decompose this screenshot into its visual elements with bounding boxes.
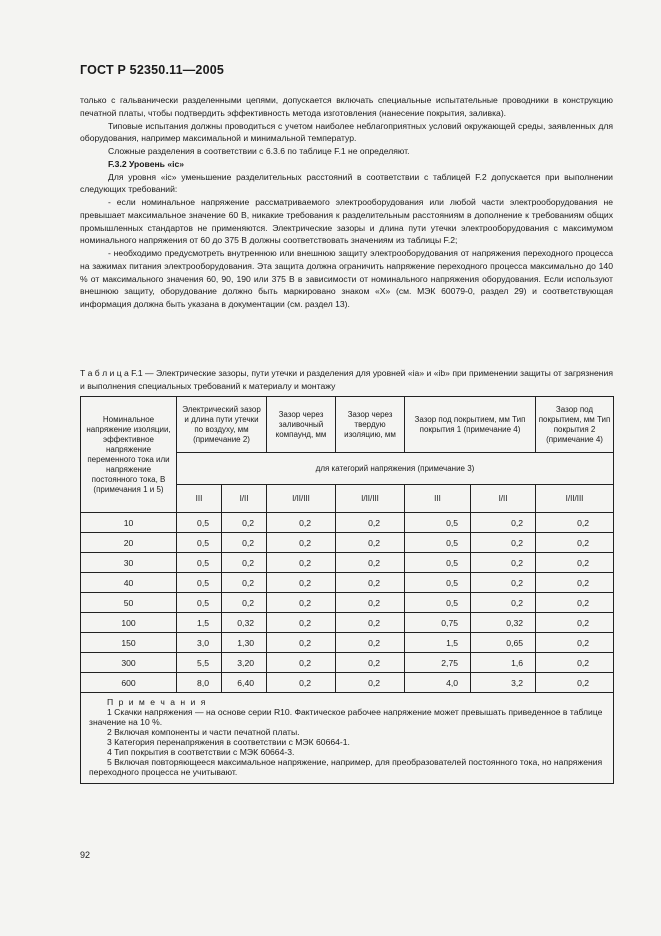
cat-cell: I/II/III — [267, 485, 336, 513]
value-cell: 0,2 — [471, 573, 536, 593]
value-cell: 0,75 — [405, 613, 471, 633]
paragraph-2: Типовые испытания должны проводиться с учетом наиболее неблагоприятных условий окружающей среды, заявленных для оборудования, например максимальной и минимальной температур. — [80, 120, 613, 144]
cat-cell: I/II/III — [536, 485, 614, 513]
voltage-cell: 600 — [81, 673, 177, 693]
table-row — [81, 533, 614, 553]
note-item: 1 Скачки напряжения — на основе серии R10. Фактическое рабочее напряжение может превышать приведенное в таблице значение на 10 %. — [89, 707, 603, 727]
value-cell: 1,30 — [222, 633, 267, 653]
value-cell: 6,40 — [222, 673, 267, 693]
value-cell: 0,2 — [336, 613, 405, 633]
value-cell: 0,2 — [536, 553, 614, 573]
notes-title: П р и м е ч а н и я — [107, 697, 207, 707]
value-cell: 0,2 — [222, 553, 267, 573]
voltage-cell: 20 — [81, 533, 177, 553]
value-cell: 0,2 — [536, 573, 614, 593]
value-cell: 0,2 — [222, 593, 267, 613]
value-cell: 3,0 — [177, 633, 222, 653]
note-item: 4 Тип покрытия в соответствии с МЭК 60664-3. — [107, 747, 295, 757]
value-cell: 0,2 — [336, 633, 405, 653]
value-cell: 0,2 — [267, 593, 336, 613]
table-row — [81, 613, 614, 633]
header-coating-2: Зазор под покрытием, мм Тип покрытия 2 (примечание 4) — [536, 397, 614, 453]
value-cell: 0,2 — [336, 513, 405, 533]
value-cell: 0,2 — [536, 633, 614, 653]
cat-cell: III — [177, 485, 222, 513]
value-cell: 0,5 — [177, 573, 222, 593]
value-cell: 0,5 — [405, 593, 471, 613]
value-cell: 0,5 — [405, 533, 471, 553]
value-cell: 0,32 — [471, 613, 536, 633]
value-cell: 0,2 — [471, 513, 536, 533]
value-cell: 0,2 — [267, 673, 336, 693]
value-cell: 1,6 — [471, 653, 536, 673]
value-cell: 2,75 — [405, 653, 471, 673]
value-cell: 0,2 — [222, 513, 267, 533]
voltage-cell: 300 — [81, 653, 177, 673]
table-row — [81, 553, 614, 573]
value-cell: 0,2 — [336, 573, 405, 593]
table-row — [81, 593, 614, 613]
table-row — [81, 633, 614, 653]
voltage-cell: 150 — [81, 633, 177, 653]
voltage-cell: 30 — [81, 553, 177, 573]
voltage-cell: 100 — [81, 613, 177, 633]
table-row — [81, 573, 614, 593]
value-cell: 3,20 — [222, 653, 267, 673]
value-cell: 0,2 — [536, 613, 614, 633]
value-cell: 0,2 — [536, 533, 614, 553]
clearance-table — [80, 396, 614, 784]
value-cell: 0,2 — [536, 593, 614, 613]
value-cell: 0,5 — [177, 513, 222, 533]
voltage-cell: 40 — [81, 573, 177, 593]
value-cell: 0,2 — [267, 533, 336, 553]
value-cell: 0,2 — [336, 533, 405, 553]
voltage-cell: 10 — [81, 513, 177, 533]
value-cell: 0,2 — [267, 653, 336, 673]
value-cell: 0,2 — [267, 613, 336, 633]
value-cell: 5,5 — [177, 653, 222, 673]
document-header: ГОСТ Р 52350.11—2005 — [80, 63, 225, 77]
value-cell: 1,5 — [405, 633, 471, 653]
note-item: 2 Включая компоненты и части печатной платы. — [107, 727, 300, 737]
note-item: 5 Включая повторяющееся максимальное напряжение, например, для преобразователей постоянного тока, но напряжения переходного процесса не учитывают. — [89, 757, 603, 777]
value-cell: 0,5 — [177, 593, 222, 613]
table-body — [81, 513, 614, 693]
paragraph-5: - если номинальное напряжение рассматриваемого электрооборудования или любой части электрооборудования не превышает максимальное значение 60 В, никакие требования к разделительным расстояниям в дополнение к требованиям общих промышленных стандартов не применяются. Электрические зазоры и длина пути утечки электрооборудования с максимумом номинального напряжения от 60 до 375 В должны соответствовать значениям из таблицы F.2; — [80, 197, 613, 246]
table-row — [81, 653, 614, 673]
table-caption — [80, 367, 613, 392]
body-text — [80, 94, 613, 311]
paragraph-1: только с гальванически разделенными цепями, допускается включать специальные испытательные проводники в конструкцию печатной платы, чтобы подтвердить эффективность метода изготовления (нанесение покрытия, заливка). — [80, 95, 613, 118]
value-cell: 0,2 — [536, 513, 614, 533]
value-cell: 0,2 — [336, 593, 405, 613]
header-voltage: Номинальное напряжение изоляции, эффективное напряжение переменного тока или напряжение постоянного тока, В (примечания 1 и 5) — [81, 397, 177, 513]
value-cell: 1,5 — [177, 613, 222, 633]
note-item: 3 Категория перенапряжения в соответствии с МЭК 60664-1. — [107, 737, 350, 747]
header-coating-1: Зазор под покрытием, мм Тип покрытия 1 (примечание 4) — [405, 397, 536, 453]
header-compound: Зазор через заливочный компаунд, мм — [267, 397, 336, 453]
paragraph-4: Для уровня «ic» уменьшение разделительных расстояний в соответствии с таблицей F.2 допускается при выполнении следующих требований: — [80, 171, 613, 195]
cat-cell: III — [405, 485, 471, 513]
value-cell: 0,2 — [536, 673, 614, 693]
section-heading: F.3.2 Уровень «ic» — [108, 158, 185, 169]
value-cell: 0,2 — [471, 533, 536, 553]
header-clearance: Электрический зазор и длина пути утечки по воздуху, мм (примечание 2) — [177, 397, 267, 453]
value-cell: 3,2 — [471, 673, 536, 693]
value-cell: 0,32 — [222, 613, 267, 633]
header-category: для категорий напряжения (примечание 3) — [177, 453, 614, 485]
value-cell: 0,2 — [267, 553, 336, 573]
table-row — [81, 673, 614, 693]
value-cell: 0,5 — [405, 573, 471, 593]
page-number: 92 — [80, 850, 91, 860]
cat-cell: I/II — [222, 485, 267, 513]
table-caption-text: Т а б л и ц а F.1 — Электрические зазоры, пути утечки и разделения для уровней «ia» и «ib» при применении защиты от загрязнения и выполнения специальных требований к материалу и монтажу — [80, 368, 613, 391]
table-notes — [81, 693, 614, 784]
value-cell: 0,2 — [336, 673, 405, 693]
table-row — [81, 513, 614, 533]
value-cell: 0,5 — [405, 513, 471, 533]
paragraph-6: - необходимо предусмотреть внутреннюю или внешнюю защиту электрооборудования от напряжения переходного процесса на зажимах питания электрооборудования. Эта защита должна ограничить напряжение переходного процесса максимально до 140 % от максимального значения 60, 90, 190 или 375 В в зависимости от номинального напряжения оборудования. Если используют внешнюю защиту, оборудование должно быть маркировано знаком «X» (см. МЭК 60079-0, раздел 29) и соответствующая информация должна быть указана в документации (см. раздел 13). — [80, 248, 613, 309]
header-solid: Зазор через твердую изоляцию, мм — [336, 397, 405, 453]
value-cell: 0,5 — [405, 553, 471, 573]
value-cell: 0,5 — [177, 553, 222, 573]
cat-cell: I/II — [471, 485, 536, 513]
value-cell: 0,2 — [536, 653, 614, 673]
value-cell: 0,2 — [336, 553, 405, 573]
value-cell: 0,2 — [222, 573, 267, 593]
value-cell: 0,2 — [471, 593, 536, 613]
cat-cell: I/II/III — [336, 485, 405, 513]
value-cell: 0,2 — [222, 533, 267, 553]
value-cell: 0,2 — [267, 633, 336, 653]
paragraph-3: Сложные разделения в соответствии с 6.3.6 по таблице F.1 не определяют. — [108, 146, 410, 156]
voltage-cell: 50 — [81, 593, 177, 613]
value-cell: 8,0 — [177, 673, 222, 693]
value-cell: 0,2 — [267, 573, 336, 593]
value-cell: 0,2 — [336, 653, 405, 673]
value-cell: 0,2 — [267, 513, 336, 533]
value-cell: 4,0 — [405, 673, 471, 693]
value-cell: 0,5 — [177, 533, 222, 553]
value-cell: 0,2 — [471, 553, 536, 573]
value-cell: 0,65 — [471, 633, 536, 653]
